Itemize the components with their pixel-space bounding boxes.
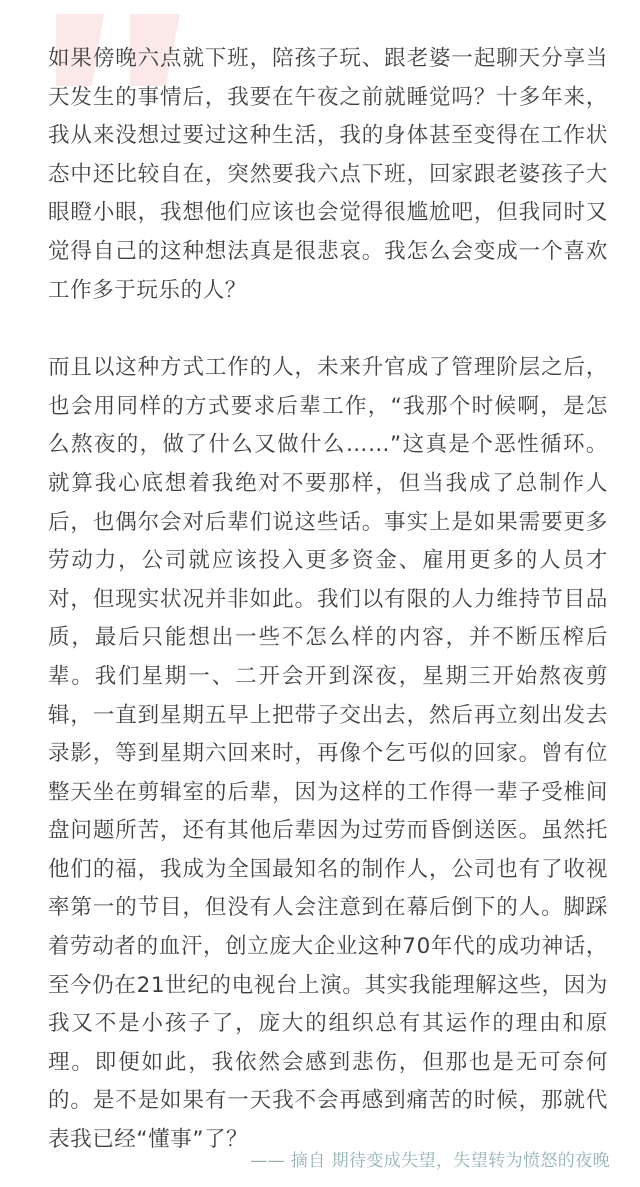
paragraph-1: 如果傍晚六点就下班，陪孩子玩、跟老婆一起聊天分享当天发生的事情后，我要在午夜之前就睡觉吗？十多年来，我从来没想过要过这种生活，我的身体甚至变得在工作状态中还比较自在，突然要我六点下班，回家跟老婆孩子大眼瞪小眼，我想他们应该也会觉得很尴尬吧，但我同时又觉得自己的这种想法真是很悲哀。我怎么会变成一个喜欢工作多于玩乐的人？: [48, 46, 608, 303]
source-attribution: [250, 1150, 610, 1172]
article-body: [48, 40, 608, 1160]
paragraph-2: 而且以这种方式工作的人，未来升官成了管理阶层之后，也会用同样的方式要求后辈工作，“我那个时候啊，是怎么熬夜的，做了什么又做什么……”这真是个恶性循环。就算我心底想着我绝对不要那样，但当我成了总制作人后，也偶尔会对后辈们说这些话。事实上是如果需要更多劳动力，公司就应该投入更多资金、雇用更多的人员才对，但现实状况并非如此。我们以有限的人力维持节目品质，最后只能想出一些不怎么样的内容，并不断压榨后辈。我们星期一、二开会开到深夜，星期三开始熬夜剪辑，一直到星期五早上把带子交出去，然后再立刻出发去录影，等到星期六回来时，再像个乞丐似的回家。曾有位整天坐在剪辑室的后辈，因为这样的工作得一辈子受椎间盘问题所苦，还有其他后辈因为过劳而昏倒送医。虽然托他们的福，我成为全国最知名的制作人，公司也有了收视率第一的节目，但没有人会注意到在幕后倒下的人。脚踩着劳动者的血汗，创立庞大企业这种70年代的成功神话，至今仍在21世纪的电视台上演。其实我能理解这些，因为我又不是小孩子了，庞大的组织总有其运作的理由和原理。即便如此，我依然会感到悲伤，但那也是无可奈何的。是不是如果有一天我不会再感到痛苦的时候，那就代表我已经“懂事”了？: [48, 355, 608, 1153]
source-title: 期待变成失望，失望转为愤怒的夜晚: [331, 1151, 610, 1171]
source-prefix: —— 摘自: [250, 1151, 326, 1171]
